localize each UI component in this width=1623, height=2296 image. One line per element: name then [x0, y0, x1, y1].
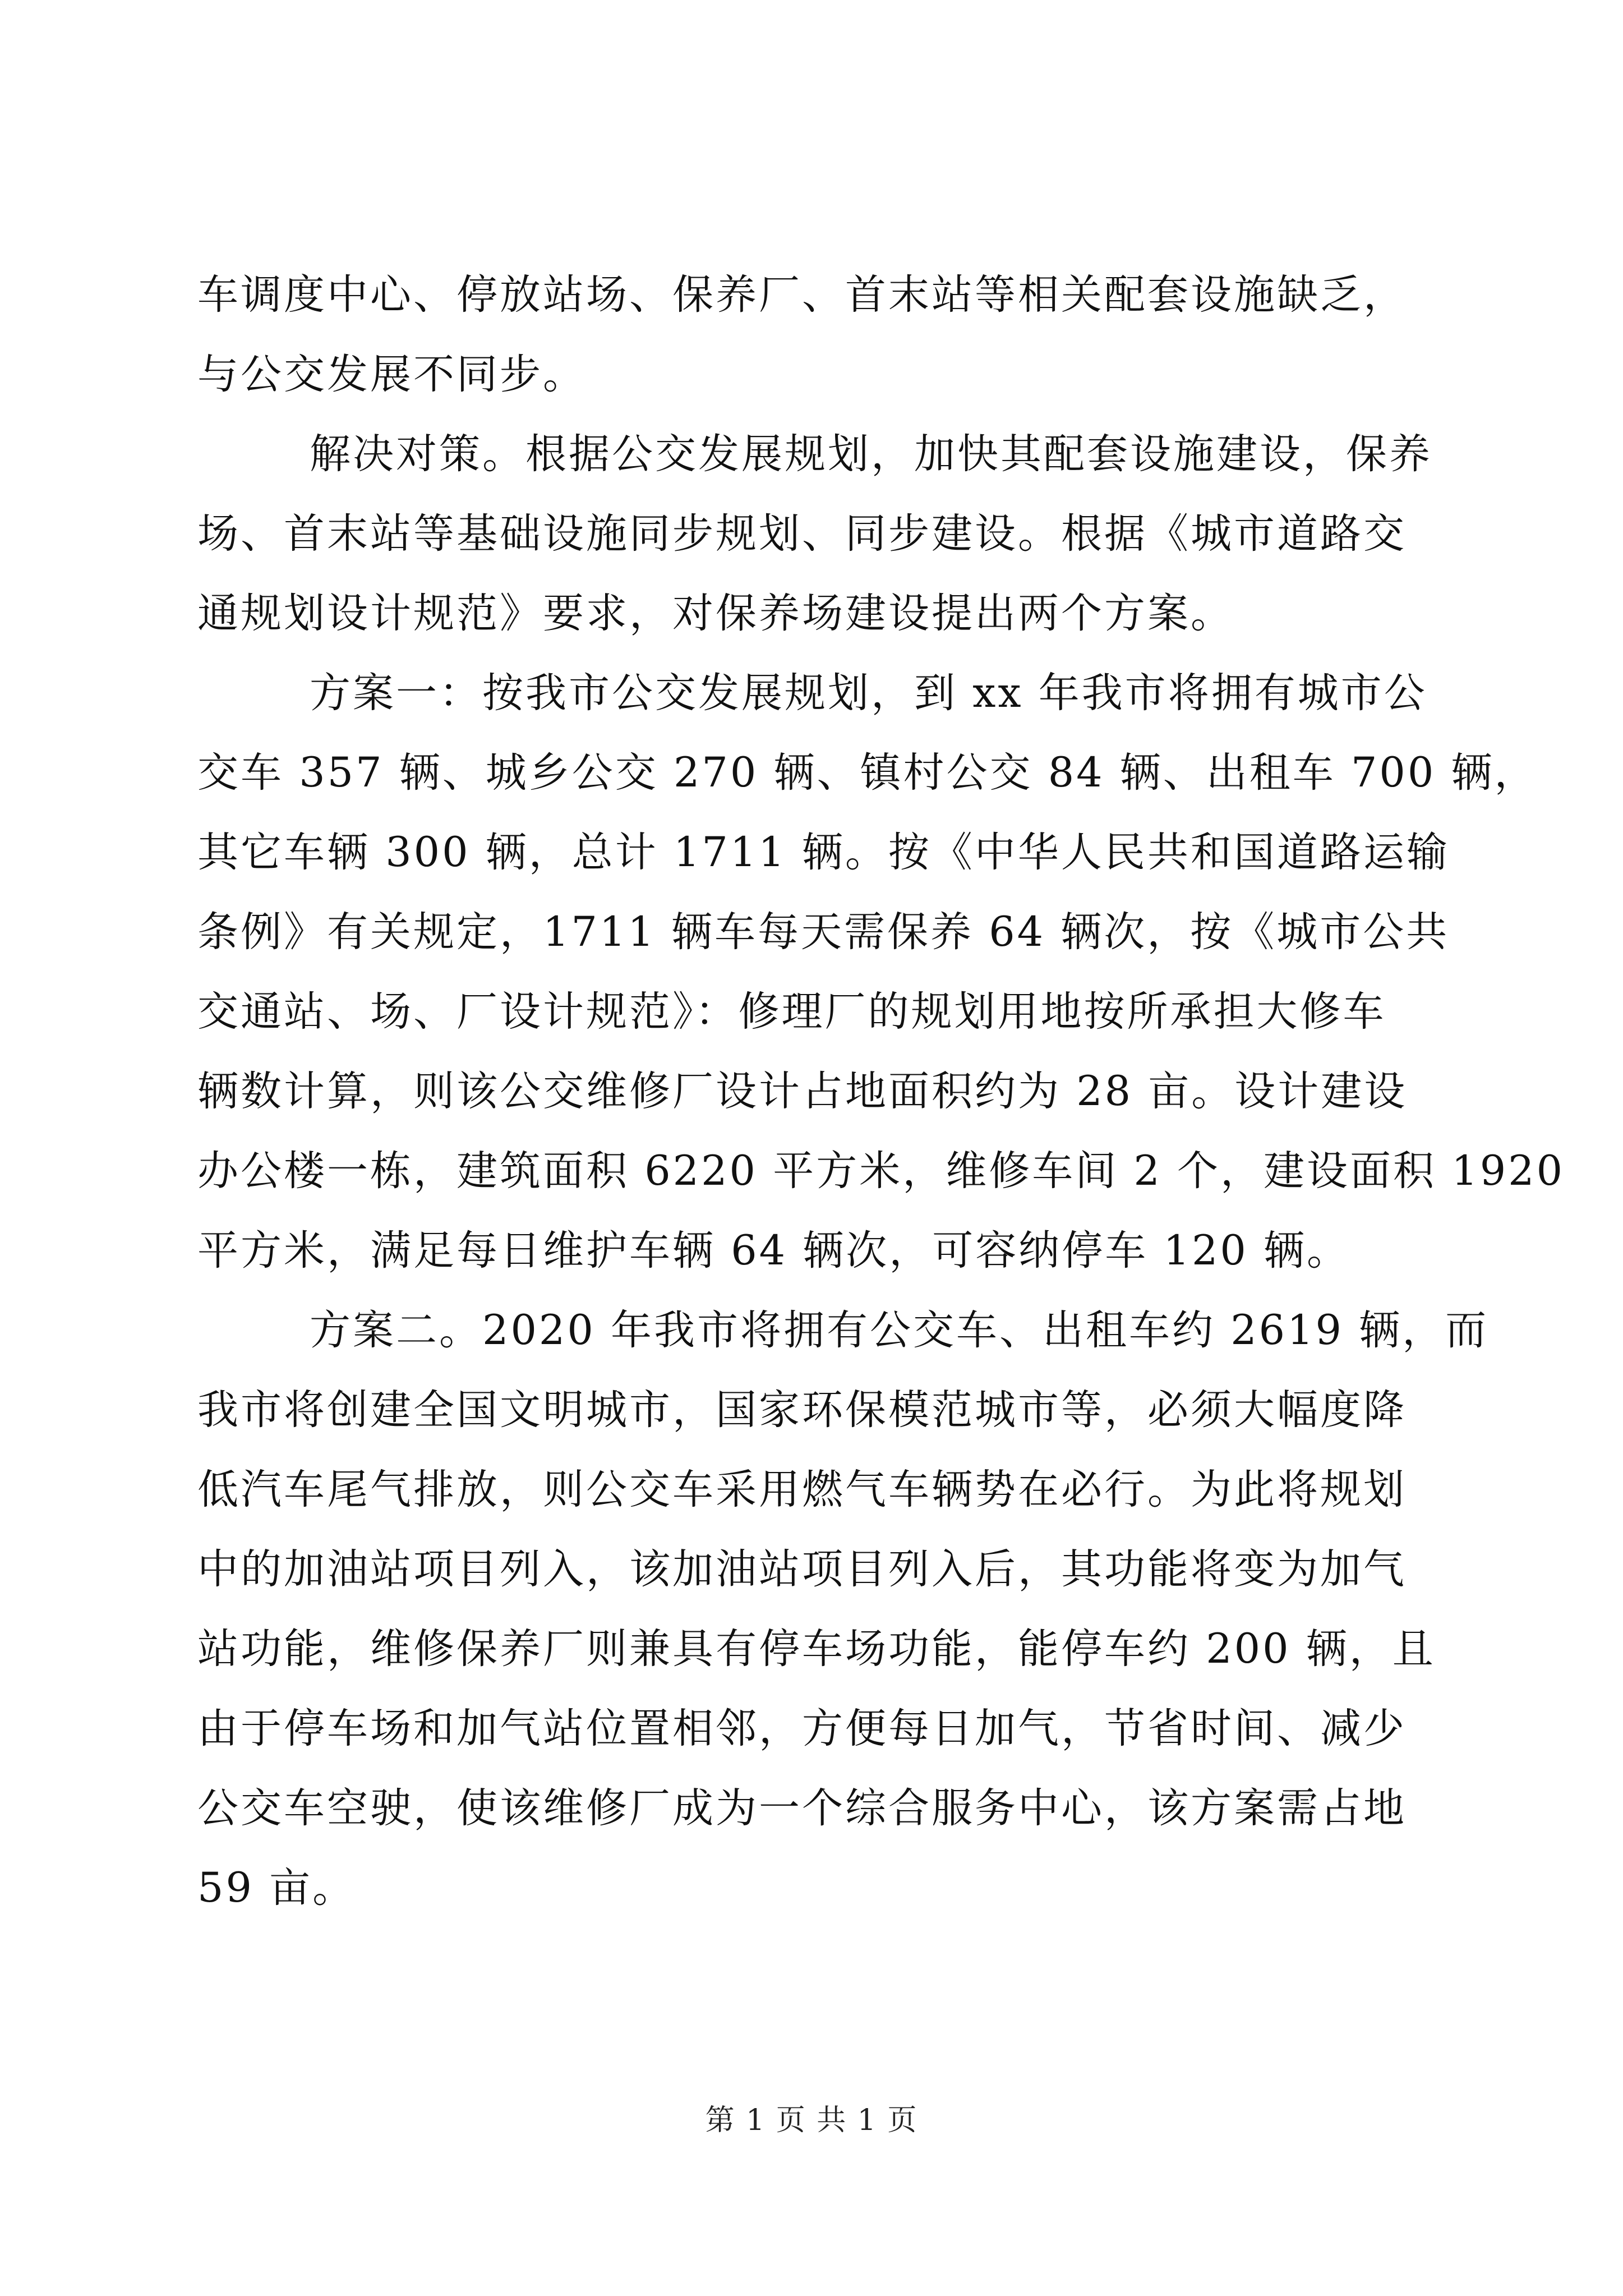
paragraph-line: 由于停车场和加气站位置相邻，方便每日加气，节省时间、减少 [197, 1705, 1407, 1752]
paragraph-line: 中的加油站项目列入，该加油站项目列入后，其功能将变为加气 [197, 1545, 1407, 1593]
paragraph-line: 辆数计算，则该公交维修厂设计占地面积约为 28 亩。设计建设 [197, 1068, 1408, 1115]
paragraph-line: 方案二。2020 年我市将拥有公交车、出租车约 2619 辆，而 [310, 1306, 1489, 1354]
paragraph-line: 交通站、场、厂设计规范》：修理厂的规划用地按所承担大修车 [197, 988, 1386, 1036]
paragraph-line: 方案一：按我市公交发展规划，到 xx 年我市将拥有城市公 [310, 669, 1427, 717]
paragraph-line: 其它车辆 300 辆，总计 1711 辆。按《中华人民共和国道路运输 [197, 829, 1450, 876]
page-number-label: 第 1 页 共 1 页 [705, 2104, 918, 2137]
paragraph-line: 我市将创建全国文明城市，国家环保模范城市等，必须大幅度降 [197, 1386, 1407, 1434]
paragraph-line: 解决对策。根据公交发展规划，加快其配套设施建设，保养 [310, 430, 1432, 478]
document-body [197, 255, 1565, 1928]
paragraph-line: 站功能，维修保养厂则兼具有停车场功能，能停车约 200 辆，且 [197, 1625, 1436, 1673]
paragraph-line: 场、首末站等基础设施同步规划、同步建设。根据《城市道路交 [197, 510, 1407, 558]
paragraph-line: 59 亩。 [197, 1864, 356, 1912]
paragraph-3 [197, 654, 1565, 1291]
paragraph-line: 低汽车尾气排放，则公交车采用燃气车辆势在必行。为此将规划 [197, 1466, 1407, 1513]
paragraph-line: 与公交发展不同步。 [197, 351, 586, 398]
paragraph-line: 公交车空驶，使该维修厂成为一个综合服务中心，该方案需占地 [197, 1784, 1407, 1832]
paragraph-line: 平方米，满足每日维护车辆 64 辆次，可容纳停车 120 辆。 [197, 1227, 1350, 1274]
paragraph-line: 交车 357 辆、城乡公交 270 辆、镇村公交 84 辆、出租车 700 辆， [197, 749, 1538, 797]
paragraph-2 [197, 415, 1434, 654]
paragraph-line: 车调度中心、停放站场、保养厂、首末站等相关配套设施缺乏， [197, 271, 1407, 319]
paragraph-line: 条例》有关规定，1711 辆车每天需保养 64 辆次，按《城市公共 [197, 908, 1450, 956]
page-footer [0, 2101, 1623, 2140]
paragraph-line: 办公楼一栋，建筑面积 6220 平方米，维修车间 2 个，建设面积 1920 [197, 1147, 1565, 1195]
paragraph-4 [197, 1291, 1489, 1928]
paragraph-line: 通规划设计规范》要求，对保养场建设提出两个方案。 [197, 590, 1234, 637]
paragraph-1 [197, 255, 1434, 415]
